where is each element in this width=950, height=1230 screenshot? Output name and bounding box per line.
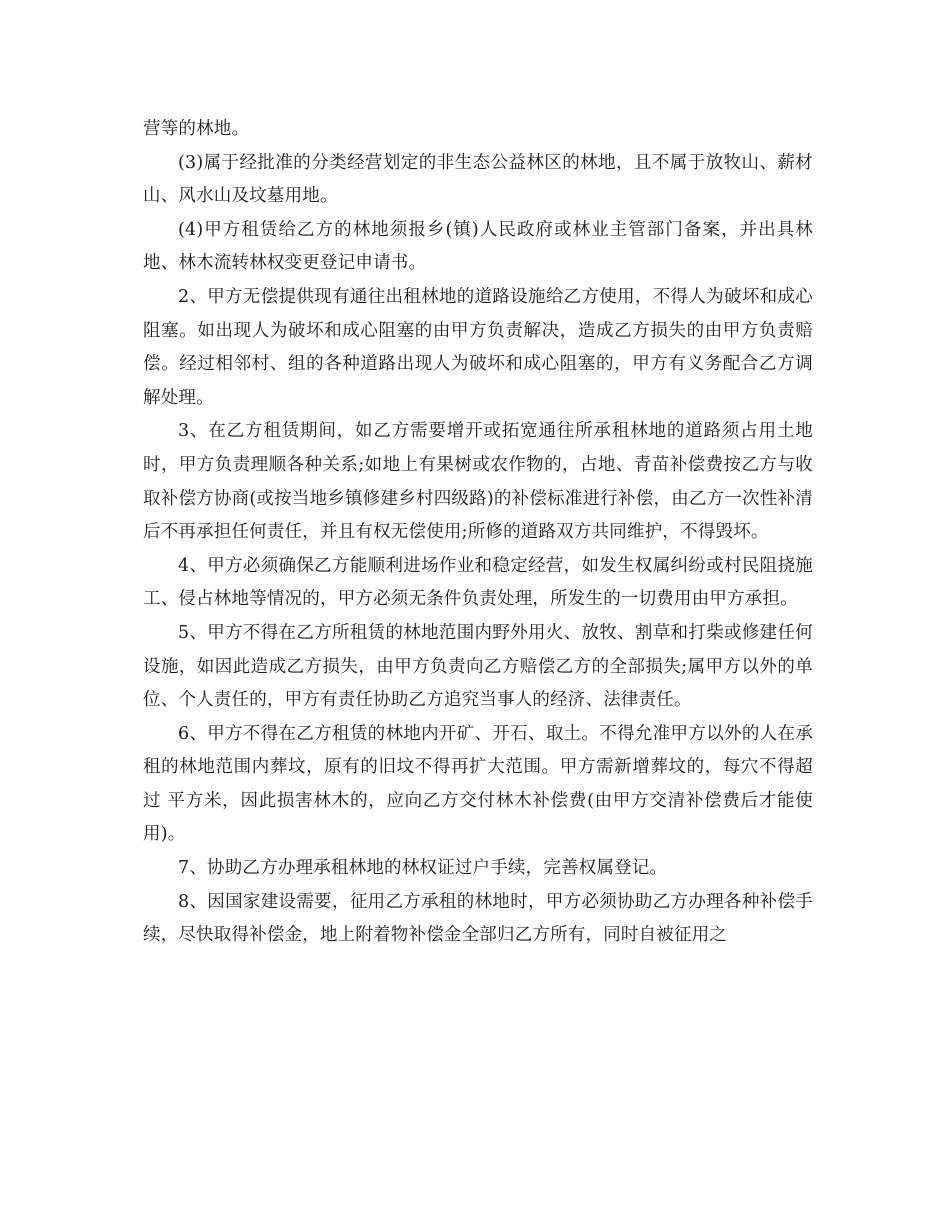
paragraph-clause-8: 8、因国家建设需要，征用乙方承租的林地时，甲方必须协助乙方办理各种补偿手续，尽快取得补偿金，地上附着物补偿金全部归乙方所有，同时自被征用之 xyxy=(143,891,813,946)
paragraph-clause-5: 5、甲方不得在乙方所租赁的林地范围内野外用火、放牧、割草和打柴或修建任何设施，如因此造成乙方损失，由甲方负责向乙方赔偿乙方的全部损失;属甲方以外的单位、个人责任的，甲方有责任协助乙方追究当事人的经济、法律责任。 xyxy=(143,622,813,711)
paragraph-item-3: (3)属于经批准的分类经营划定的非生态公益林区的林地，且不属于放牧山、薪材山、风水山及坟墓用地。 xyxy=(143,152,813,207)
paragraph-item-4: (4)甲方租赁给乙方的林地须报乡(镇)人民政府或林业主管部门备案，并出具林地、林木流转林权变更登记申请书。 xyxy=(143,219,813,274)
paragraph-clause-7: 7、协助乙方办理承租林地的林权证过户手续，完善权属登记。 xyxy=(178,858,668,879)
paragraph-continuation: 营等的林地。 xyxy=(143,119,250,139)
document-body xyxy=(143,113,813,953)
paragraph-clause-4: 4、甲方必须确保乙方能顺利进场作业和稳定经营，如发生权属纠纷或村民阻挠施工、侵占林地等情况的，甲方必须无条件负责处理，所发生的一切费用由甲方承担。 xyxy=(143,555,813,610)
paragraph-clause-3: 3、在乙方租赁期间，如乙方需要增开或拓宽通往所承租林地的道路须占用土地时，甲方负责理顺各种关系;如地上有果树或农作物的，占地、青苗补偿费按乙方与收取补偿方协商(或按当地乡镇修建乡村四级路)的补偿标准进行补偿，由乙方一次性补清后不再承担任何责任，并且有权无偿使用;所修的道路双方共同维护，不得毁坏。 xyxy=(143,421,813,543)
paragraph-clause-6: 6、甲方不得在乙方租赁的林地内开矿、开石、取土。不得允准甲方以外的人在承租的林地范围内葬坟，原有的旧坟不得再扩大范围。甲方需新增葬坟的，每穴不得超过 平方米，因此损害林木的，应向乙方交付林木补偿费(由甲方交清补偿费后才能使用)。 xyxy=(143,723,813,845)
paragraph-clause-2: 2、甲方无偿提供现有通往出租林地的道路设施给乙方使用，不得人为破坏和成心阻塞。如出现人为破坏和成心阻塞的由甲方负责解决，造成乙方损失的由甲方负责赔偿。经过相邻村、组的各种道路出现人为破坏和成心阻塞的，甲方有义务配合乙方调解处理。 xyxy=(143,286,813,408)
